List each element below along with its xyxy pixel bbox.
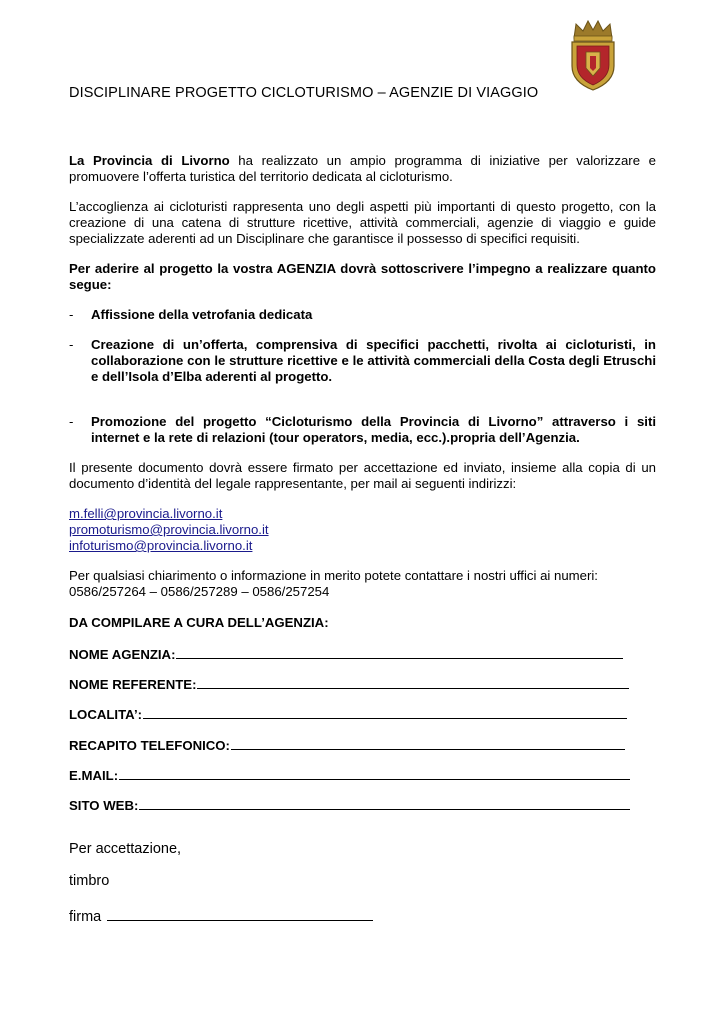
field-label: SITO WEB: xyxy=(69,798,139,813)
list-item: Promozione del progetto “Cicloturismo della Provincia di Livorno” attraverso i siti internet e la rete di relazioni (tour operators, media, ecc.).propria dell’Agenzia. xyxy=(91,414,656,445)
intro-paragraph xyxy=(69,153,656,185)
coat-of-arms-icon xyxy=(566,18,620,92)
field-label: LOCALITA’: xyxy=(69,707,143,722)
email-link[interactable]: promoturismo@provincia.livorno.it xyxy=(69,522,269,537)
organization-name: La Provincia di Livorno xyxy=(69,153,230,168)
paragraph-adesione: Per aderire al progetto la vostra AGENZIA dovrà sottoscrivere l’impegno a realizzare quanto segue: xyxy=(69,261,656,292)
field-label: NOME AGENZIA: xyxy=(69,647,176,662)
contact-text: Per qualsiasi chiarimento o informazione in merito potete contattare i nostri uffici ai numeri: xyxy=(69,568,598,583)
paragraph-invio: Il presente documento dovrà essere firmato per accettazione ed inviato, insieme alla copia di un documento d’identità del legale rappresentante, per mail ai seguenti indirizzi: xyxy=(69,460,656,491)
fill-line[interactable] xyxy=(119,767,630,780)
field-sito-web[interactable] xyxy=(69,797,630,813)
stamp-label: timbro xyxy=(69,873,110,889)
field-recapito-telefonico[interactable] xyxy=(69,737,625,753)
field-nome-referente[interactable] xyxy=(69,676,629,692)
document-title: DISCIPLINARE PROGETTO CICLOTURISMO – AGENZIE DI VIAGGIO xyxy=(69,85,539,101)
acceptance-text: Per accettazione, xyxy=(69,841,182,857)
form-heading: DA COMPILARE A CURA DELL’AGENZIA: xyxy=(69,615,329,630)
field-label: NOME REFERENTE: xyxy=(69,677,197,692)
list-item: Affissione della vetrofania dedicata xyxy=(91,307,313,322)
list-bullet: - xyxy=(69,337,74,352)
signature-line[interactable] xyxy=(107,906,373,921)
fill-line[interactable] xyxy=(176,646,623,659)
list-bullet: - xyxy=(69,307,74,322)
email-link[interactable]: m.felli@provincia.livorno.it xyxy=(69,506,223,521)
fill-line[interactable] xyxy=(231,737,625,750)
fill-line[interactable] xyxy=(143,706,627,719)
field-label: E.MAIL: xyxy=(69,768,119,783)
paragraph-accoglienza: L’accoglienza ai cicloturisti rappresenta uno degli aspetti più importanti di questo progetto, con la creazione di una catena di strutture ricettive, attività commerciali, agenzie di viaggio e guide specializzate aderenti ad un Disciplinare che garantisce il possesso di specifici requisiti. xyxy=(69,199,656,246)
fill-line[interactable] xyxy=(139,797,630,810)
signature-label: firma xyxy=(69,909,102,925)
contact-numbers: 0586/257264 – 0586/257289 – 0586/257254 xyxy=(69,584,330,599)
field-email[interactable] xyxy=(69,767,630,783)
field-nome-agenzia[interactable] xyxy=(69,646,623,662)
email-link[interactable]: infoturismo@provincia.livorno.it xyxy=(69,538,253,553)
list-bullet: - xyxy=(69,414,74,429)
field-label: RECAPITO TELEFONICO: xyxy=(69,738,230,753)
list-item: Creazione di un’offerta, comprensiva di specifici pacchetti, rivolta ai cicloturisti, in collaborazione con le strutture ricettive e le attività commerciali della Costa degli Etruschi e dell’Isola d’Elba aderenti al progetto. xyxy=(91,337,656,384)
field-localita[interactable] xyxy=(69,706,627,722)
signature-row[interactable] xyxy=(69,906,373,925)
fill-line[interactable] xyxy=(197,676,629,689)
intro-text: ha realizzato un ampio programma di iniziative per valorizzare e promuovere l’offerta turistica del territorio dedicata al cicloturismo. xyxy=(69,153,656,184)
